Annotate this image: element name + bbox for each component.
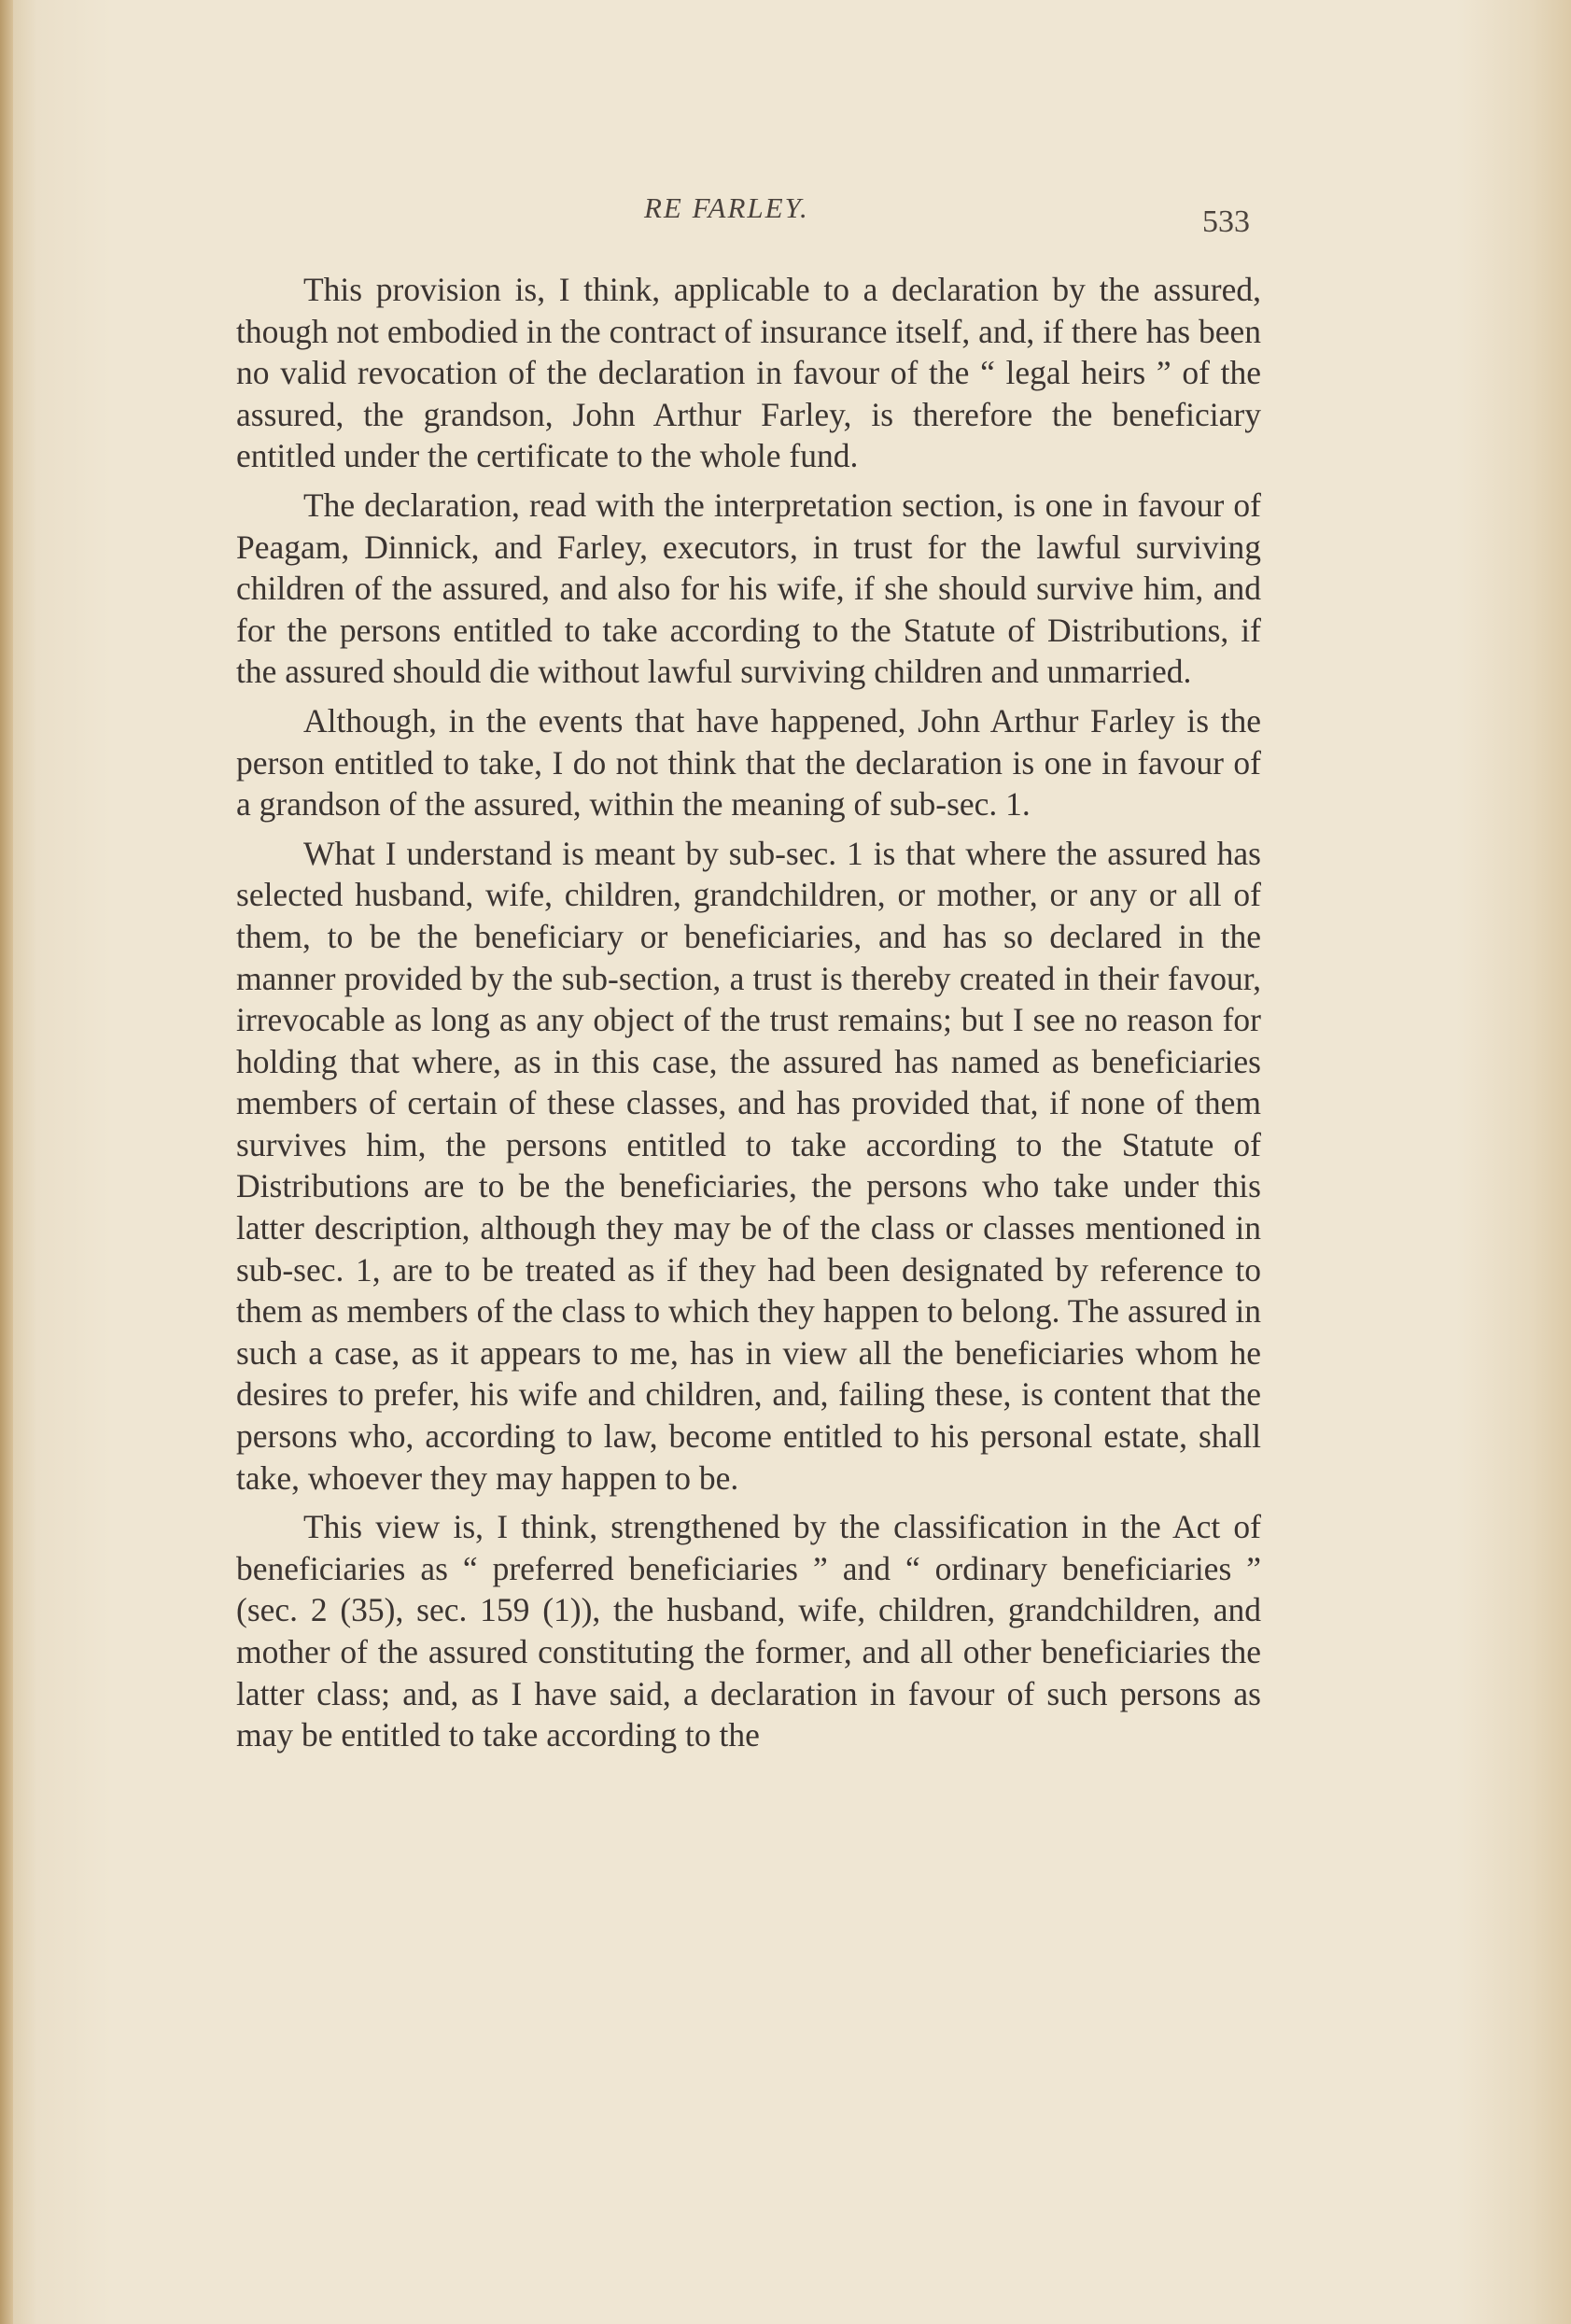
page-header [0,191,1571,238]
paragraph-4: What I understand is meant by sub-sec. 1 is that where the assured has selected husband, wife, children, grandchildren, or mother, or any or all of them, to be the beneficiary or beneficiaries, and has so declared in the manner provided by the sub-section, a trust is thereby created in their favour, irrevocable as long as any object of the trust remains; but I see no reason for holding that where, as in this case, the assured has named as beneficiaries members of certain of these classes, and has provided that, if none of them survives him, the persons entitled to take according to the Statute of Distributions are to be the beneficiaries, the persons who take under this latter description, although they may be of the class or classes mentioned in sub-sec. 1, are to be treated as if they had been designated by reference to them as members of the class to which they happen to belong. The assured in such a case, as it appears to me, has in view all the beneficiaries whom he desires to prefer, his wife and children, and, failing these, is content that the persons who, according to law, become entitled to his personal estate, shall take, whoever they may happen to be. [236,834,1261,1497]
page-number: 533 [1202,204,1250,239]
paragraph-2: The declaration, read with the interpretation section, is one in favour of Peagam, Dinnick, and Farley, executors, in trust for the lawful surviving children of the assured, and also for his wife, if she should survive him, and for the persons entitled to take according to the Statute of Distributions, if the assured should die without lawful surviving children and unmarried. [236,486,1261,691]
page-spine-edge [0,0,13,2324]
paragraph-3: Although, in the events that have happened, John Arthur Farley is the person entitled to take, I do not think that the declaration is one in favour of a grandson of the assured, within the meaning of sub-sec. 1. [236,701,1261,824]
body-text [236,269,1261,1764]
running-title: RE FARLEY. [644,191,809,224]
paragraph-5: This view is, I think, strengthened by the classification in the Act of beneficiaries as “ preferred beneficiaries ” and “ ordinary beneficiaries ” (sec. 2 (35), sec. 159 (1)), the husband, wife, children, grandchildren, and mother of the assured constituting the former, and all other beneficiaries the latter class; and, as I have said, a declaration in favour of such persons as may be entitled to take according to the [236,1508,1261,1754]
paragraph-1: This provision is, I think, applicable to a declaration by the assured, though not embodied in the contract of insurance itself, and, if there has been no valid revocation of the declaration in favour of the “ legal heirs ” of the assured, the grandson, John Arthur Farley, is therefore the beneficiary entitled under the certificate to the whole fund. [236,271,1261,475]
